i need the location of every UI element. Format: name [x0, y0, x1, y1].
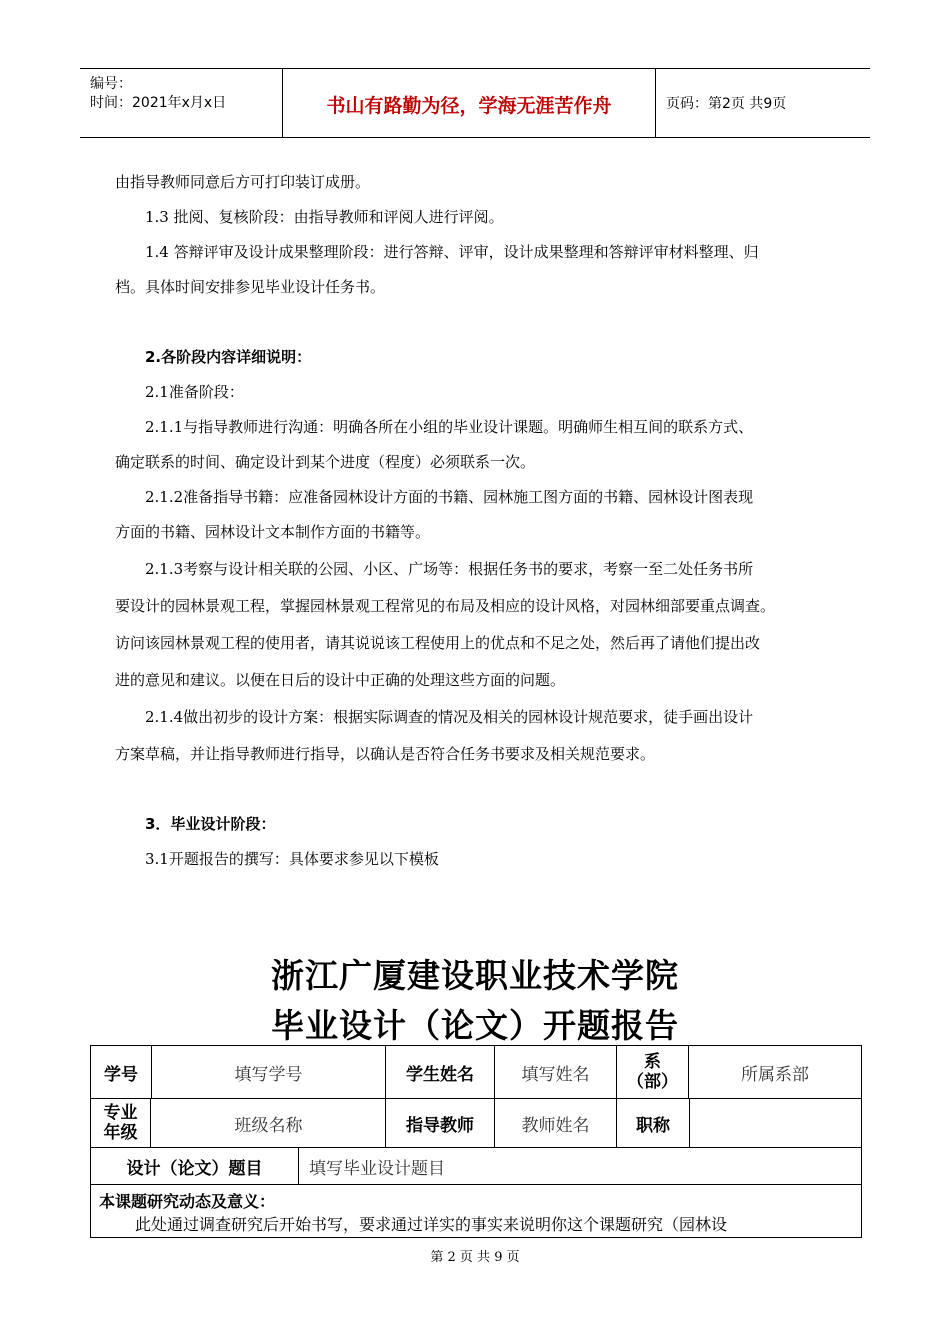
body-line: 访问该园林景观工程的使用者，请其说说该工程使用上的优点和不足之处，然后再了请他们提出改 [115, 634, 761, 652]
proposal-form-table [90, 1045, 862, 1238]
report-title: 毕业设计（论文）开题报告 [271, 1006, 679, 1045]
title-rank-label: 职称 [617, 1099, 690, 1147]
section-heading: 3．毕业设计阶段： [145, 815, 276, 833]
motto: 书山有路勤为径，学海无涯苦作舟 [326, 95, 612, 117]
body-line: 确定联系的时间、确定设计到某个进度（程度）必须联系一次。 [115, 453, 536, 471]
research-text[interactable]: 此处通过调查研究后开始书写，要求通过详实的事实来说明你这个课题研究（园林设 [135, 1215, 728, 1234]
research-label: 本课题研究动态及意义： [99, 1192, 276, 1211]
form-row-basic-info [91, 1046, 861, 1099]
body-line: 2.1.3考察与设计相关联的公园、小区、广场等：根据任务书的要求，考察一至二处任务书所 [145, 560, 754, 578]
student-id-label: 学号 [91, 1046, 152, 1098]
body-line: 由指导教师同意后方可打印装订成册。 [115, 173, 371, 191]
time-label: 时间：2021年x月x日 [90, 95, 227, 111]
body-line: 3.1开题报告的撰写：具体要求参见以下模板 [145, 850, 439, 868]
section-heading: 2.各阶段内容详细说明： [145, 348, 312, 366]
body-line: 进的意见和建议。以便在日后的设计中正确的处理这些方面的问题。 [115, 671, 566, 689]
page-footer: 第 2 页 共 9 页 [430, 1250, 520, 1265]
document-header [80, 68, 870, 138]
body-line: 2.1.1与指导教师进行沟通：明确各所在小组的毕业设计课题。明确师生相互间的联系方式、 [145, 418, 754, 436]
student-id-field[interactable]: 填写学号 [152, 1046, 386, 1098]
body-line: 1.4 答辩评审及设计成果整理阶段：进行答辩、评审，设计成果整理和答辩评审材料整理、归 [145, 243, 759, 261]
body-line: 档。具体时间安排参见毕业设计任务书。 [115, 278, 386, 296]
department-label: 系（部） [617, 1046, 689, 1098]
header-page-info: 页码：第2页 共9页 [666, 96, 787, 112]
advisor-label: 指导教师 [386, 1099, 495, 1147]
number-label: 编号： [90, 76, 132, 92]
body-line: 2.1.4做出初步的设计方案：根据实际调查的情况及相关的园林设计规范要求，徒手画出设计 [145, 708, 754, 726]
student-name-label: 学生姓名 [386, 1046, 495, 1098]
school-title: 浙江广厦建设职业技术学院 [271, 956, 679, 995]
body-line: 2.1.2准备指导书籍：应准备园林设计方面的书籍、园林施工图方面的书籍、园林设计图表现 [145, 488, 754, 506]
body-line: 1.3 批阅、复核阶段：由指导教师和评阅人进行评阅。 [145, 208, 504, 226]
body-line: 要设计的园林景观工程，掌握园林景观工程常见的布局及相应的设计风格，对园林细部要重点调查。 [115, 597, 776, 615]
class-name-field[interactable]: 班级名称 [152, 1099, 386, 1147]
advisor-name-field[interactable]: 教师姓名 [495, 1099, 617, 1147]
form-row-class-info [91, 1099, 861, 1148]
form-row-topic [91, 1148, 861, 1185]
body-line: 2.1准备阶段： [145, 383, 244, 401]
form-row-research [91, 1185, 861, 1237]
topic-field[interactable]: 填写毕业设计题目 [309, 1158, 445, 1179]
department-field[interactable]: 所属系部 [741, 1064, 809, 1085]
body-line: 方面的书籍、园林设计文本制作方面的书籍等。 [115, 523, 431, 541]
body-line: 方案草稿，并让指导教师进行指导，以确认是否符合任务书要求及相关规范要求。 [115, 745, 656, 763]
topic-label: 设计（论文）题目 [91, 1148, 299, 1184]
header-page-cell [656, 69, 870, 137]
major-grade-label: 专业年级 [91, 1099, 151, 1147]
student-name-field[interactable]: 填写姓名 [495, 1046, 617, 1098]
title-rank-field[interactable] [690, 1099, 860, 1147]
header-meta-cell [80, 69, 283, 137]
header-motto-cell [283, 69, 656, 137]
